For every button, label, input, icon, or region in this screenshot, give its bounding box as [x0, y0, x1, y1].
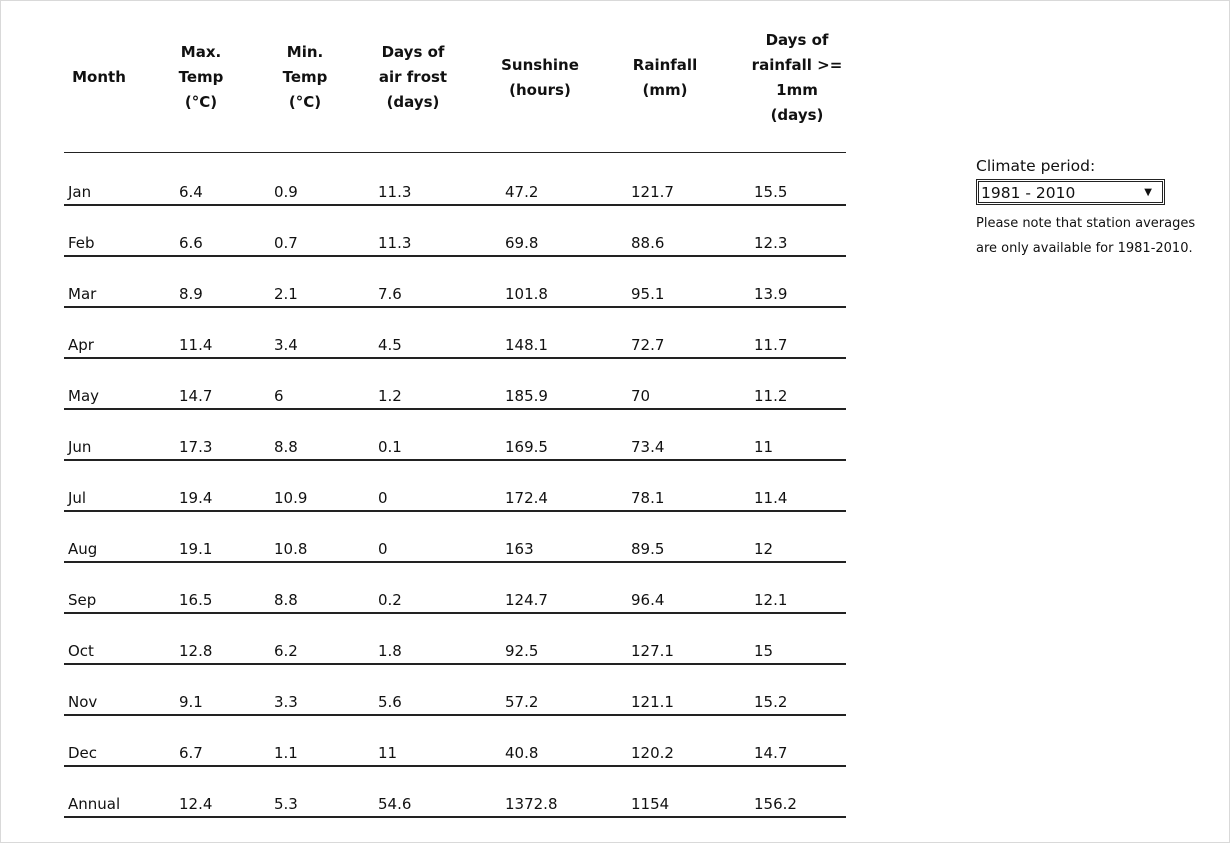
cell-max-temp: 8.9 [179, 285, 203, 303]
cell-rain-days: 11.7 [754, 336, 788, 354]
cell-sunshine: 169.5 [505, 438, 548, 456]
table-row [64, 665, 846, 716]
cell-rainfall: 73.4 [631, 438, 665, 456]
cell-rainfall: 121.1 [631, 693, 674, 711]
cell-month: Feb [68, 234, 95, 252]
cell-sunshine: 101.8 [505, 285, 548, 303]
cell-rain-days: 12 [754, 540, 774, 558]
cell-month: Apr [68, 336, 94, 354]
cell-rainfall: 96.4 [631, 591, 665, 609]
cell-month: May [68, 387, 100, 405]
cell-sunshine: 148.1 [505, 336, 548, 354]
cell-max-temp: 6.7 [179, 744, 203, 762]
cell-sunshine: 124.7 [505, 591, 548, 609]
cell-min-temp: 5.3 [274, 795, 298, 813]
cell-min-temp: 0.7 [274, 234, 298, 252]
header-sunshine: Sunshine (hours) [501, 56, 579, 99]
cell-sunshine: 57.2 [505, 693, 539, 711]
cell-min-temp: 8.8 [274, 438, 298, 456]
cell-month: Aug [68, 540, 98, 558]
cell-rain-days: 15.5 [754, 183, 788, 201]
cell-rain-days: 12.1 [754, 591, 788, 609]
cell-rainfall: 72.7 [631, 336, 665, 354]
cell-rain-days: 14.7 [754, 744, 788, 762]
cell-air-frost: 0.1 [378, 438, 402, 456]
cell-min-temp: 0.9 [274, 183, 298, 201]
cell-min-temp: 6 [274, 387, 284, 405]
cell-rain-days: 15 [754, 642, 774, 660]
climate-period-label: Climate period: [976, 157, 1096, 175]
cell-min-temp: 3.3 [274, 693, 298, 711]
header-air-frost: Days of air frost (days) [378, 43, 448, 111]
cell-month: Jul [68, 489, 87, 507]
cell-rainfall: 120.2 [631, 744, 674, 762]
cell-rainfall: 121.7 [631, 183, 674, 201]
header-max-temp: Max. Temp (°C) [178, 43, 224, 111]
cell-rain-days: 156.2 [754, 795, 797, 813]
station-averages-note: Please note that station averages are only available for 1981-2010. [976, 216, 1196, 256]
cell-max-temp: 11.4 [179, 336, 213, 354]
cell-min-temp: 10.8 [274, 540, 308, 558]
cell-rainfall: 78.1 [631, 489, 665, 507]
cell-air-frost: 1.8 [378, 642, 402, 660]
cell-rainfall: 127.1 [631, 642, 674, 660]
table-row [64, 767, 846, 818]
cell-month: Mar [68, 285, 97, 303]
cell-month: Nov [68, 693, 98, 711]
cell-sunshine: 163 [505, 540, 534, 558]
cell-sunshine: 40.8 [505, 744, 539, 762]
cell-min-temp: 3.4 [274, 336, 298, 354]
climate-period-select-box[interactable] [978, 181, 1163, 203]
cell-month: Oct [68, 642, 94, 660]
cell-air-frost: 1.2 [378, 387, 402, 405]
cell-min-temp: 1.1 [274, 744, 298, 762]
cell-min-temp: 10.9 [274, 489, 308, 507]
cell-rain-days: 15.2 [754, 693, 788, 711]
climate-period-selected-value: 1981 - 2010 [981, 184, 1076, 202]
cell-air-frost: 4.5 [378, 336, 402, 354]
cell-rain-days: 11.4 [754, 489, 788, 507]
header-divider [64, 152, 846, 153]
cell-month: Annual [68, 795, 121, 813]
header-min-temp: Min. Temp (°C) [282, 43, 328, 111]
cell-air-frost: 5.6 [378, 693, 402, 711]
climate-period-select[interactable] [976, 179, 1165, 205]
cell-month: Jan [68, 183, 92, 201]
cell-sunshine: 69.8 [505, 234, 539, 252]
cell-air-frost: 0 [378, 489, 388, 507]
table-row [64, 359, 846, 410]
cell-max-temp: 12.4 [179, 795, 213, 813]
cell-air-frost: 0.2 [378, 591, 402, 609]
cell-air-frost: 0 [378, 540, 388, 558]
cell-min-temp: 2.1 [274, 285, 298, 303]
table-row [64, 716, 846, 767]
cell-air-frost: 11.3 [378, 234, 412, 252]
cell-rainfall: 89.5 [631, 540, 665, 558]
header-rain-days: Days of rainfall >= 1mm (days) [751, 31, 843, 124]
table-row [64, 614, 846, 665]
cell-max-temp: 19.1 [179, 540, 213, 558]
cell-rain-days: 11.2 [754, 387, 788, 405]
cell-max-temp: 16.5 [179, 591, 213, 609]
cell-sunshine: 185.9 [505, 387, 548, 405]
cell-air-frost: 7.6 [378, 285, 402, 303]
header-month: Month [72, 68, 126, 86]
cell-min-temp: 6.2 [274, 642, 298, 660]
table-row [64, 155, 846, 206]
cell-max-temp: 17.3 [179, 438, 213, 456]
cell-air-frost: 11.3 [378, 183, 412, 201]
cell-sunshine: 1372.8 [505, 795, 558, 813]
table-row [64, 206, 846, 257]
cell-rain-days: 11 [754, 438, 774, 456]
table-row [64, 512, 846, 563]
cell-max-temp: 12.8 [179, 642, 213, 660]
cell-month: Jun [68, 438, 92, 456]
cell-max-temp: 9.1 [179, 693, 203, 711]
table-row [64, 410, 846, 461]
table-row [64, 308, 846, 359]
cell-min-temp: 8.8 [274, 591, 298, 609]
table-row [64, 257, 846, 308]
cell-air-frost: 11 [378, 744, 398, 762]
cell-air-frost: 54.6 [378, 795, 412, 813]
cell-rainfall: 88.6 [631, 234, 665, 252]
climate-period-panel [976, 155, 1216, 261]
cell-sunshine: 172.4 [505, 489, 548, 507]
cell-sunshine: 47.2 [505, 183, 539, 201]
cell-max-temp: 19.4 [179, 489, 213, 507]
table-row [64, 563, 846, 614]
cell-max-temp: 6.4 [179, 183, 203, 201]
cell-max-temp: 14.7 [179, 387, 213, 405]
cell-sunshine: 92.5 [505, 642, 539, 660]
cell-month: Sep [68, 591, 97, 609]
cell-rain-days: 12.3 [754, 234, 788, 252]
cell-rain-days: 13.9 [754, 285, 788, 303]
table-row [64, 461, 846, 512]
header-rainfall: Rainfall (mm) [632, 56, 698, 99]
cell-rainfall: 95.1 [631, 285, 665, 303]
cell-month: Dec [68, 744, 98, 762]
cell-rainfall: 1154 [631, 795, 670, 813]
cell-rainfall: 70 [631, 387, 651, 405]
cell-max-temp: 6.6 [179, 234, 203, 252]
chevron-down-icon[interactable]: ▼ [1144, 187, 1152, 198]
